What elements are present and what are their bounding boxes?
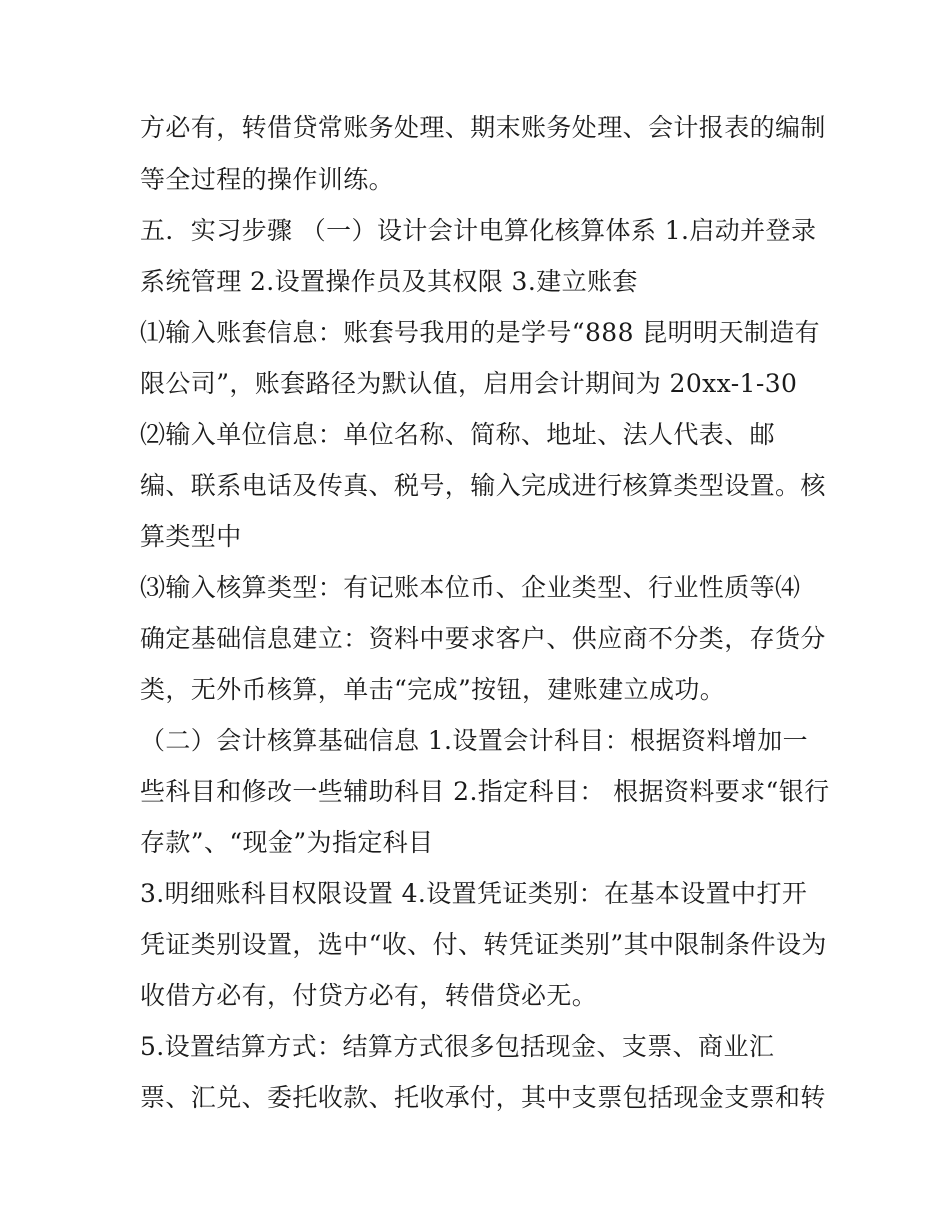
text-line: 系统管理 2.设置操作员及其权限 3.建立账套 bbox=[140, 267, 638, 296]
text-line: 票、汇兑、委托收款、托收承付，其中支票包括现金支票和转 bbox=[140, 1083, 826, 1112]
section-heading-line: （二）会计核算基础信息 1.设置会计科目：根据资料增加一 bbox=[140, 726, 809, 755]
text-line: 凭证类别设置，选中“收、付、转凭证类别”其中限制条件设为 bbox=[140, 930, 827, 959]
text-line: 5.设置结算方式：结算方式很多包括现金、支票、商业汇 bbox=[140, 1032, 775, 1061]
text-line: 编、联系电话及传真、税号，输入完成进行核算类型设置。核 bbox=[140, 471, 826, 500]
text-line: 类，无外币核算，单击“完成”按钮，建账建立成功。 bbox=[140, 675, 726, 704]
text-line: 限公司”，账套路径为默认值，启用会计期间为 20xx-1-30 bbox=[140, 369, 798, 398]
text-line: 算类型中 bbox=[140, 522, 242, 551]
text-line: 确定基础信息建立：资料中要求客户、供应商不分类，存货分 bbox=[140, 624, 826, 653]
text-line: 3.明细账科目权限设置 4.设置凭证类别：在基本设置中打开 bbox=[140, 879, 808, 908]
text-line: ⑴输入账套信息：账套号我用的是学号“888 昆明明天制造有 bbox=[140, 318, 821, 347]
text-line: 收借方必有，付贷方必有，转借贷必无。 bbox=[140, 981, 598, 1010]
text-line: ⑵输入单位信息：单位名称、简称、地址、法人代表、邮 bbox=[140, 420, 776, 449]
text-line: 存款”、“现金”为指定科目 bbox=[140, 828, 434, 857]
text-line: ⑶输入核算类型：有记账本位币、企业类型、行业性质等⑷ bbox=[140, 573, 801, 602]
text-line: 等全过程的操作训练。 bbox=[140, 165, 395, 194]
text-line: 些科目和修改一些辅助科目 2.指定科目： 根据资料要求“银行 bbox=[140, 777, 830, 806]
text-line: 方必有，转借贷常账务处理、期末账务处理、会计报表的编制 bbox=[140, 113, 826, 142]
section-heading-line: 五．实习步骤 （一）设计会计电算化核算体系 1.启动并登录 bbox=[140, 216, 817, 245]
